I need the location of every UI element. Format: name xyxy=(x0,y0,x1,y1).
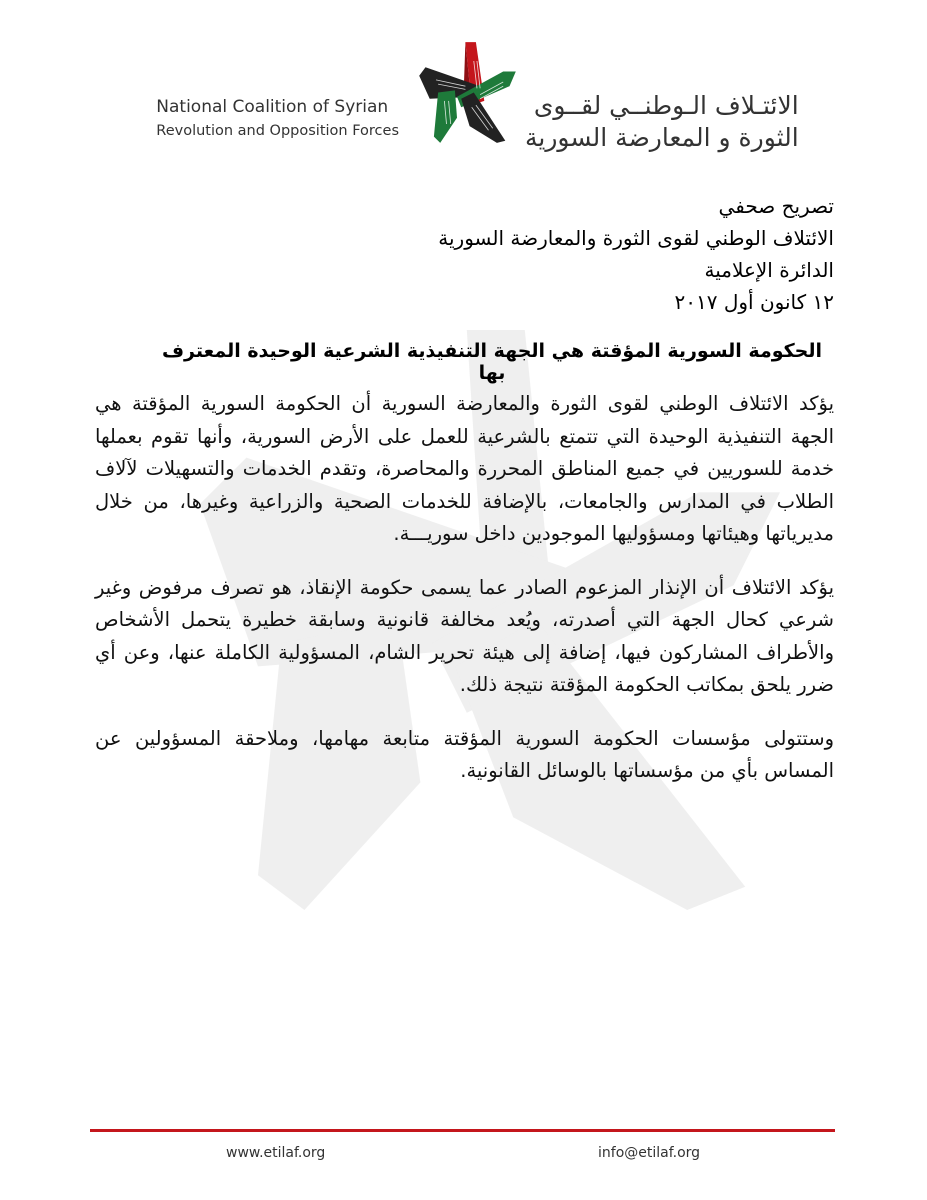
paragraph: يؤكد الائتلاف أن الإنذار المزعوم الصادر عما يسمى حكومة الإنقاذ، هو تصرف مرفوض وغير شرعي كحال الجهة التي أصدرته، ويُعد مخالفة قانونية وسابقة خطيرة يتحمل الأشخاص والأطراف المشاركون فيها، إضافة إلى هيئة تحرير الشام، المسؤولية الكاملة عنها، وعن أي ضرر يلحق بمكاتب الحكومة المؤقتة نتيجة ذلك. xyxy=(95,575,834,696)
department: الدائرة الإعلامية xyxy=(704,258,834,282)
org-name-en-line1: National Coalition of Syrian xyxy=(156,97,389,117)
issuer: الائتلاف الوطني لقوى الثورة والمعارضة السورية xyxy=(438,226,834,250)
org-name-ar-line2: الثورة و المعارضة السورية xyxy=(525,123,799,152)
org-name-ar-line1: الائتـلاف الـوطنــي لقــوى xyxy=(533,91,799,120)
letterhead xyxy=(0,40,927,160)
headline: الحكومة السورية المؤقتة هي الجهة التنفيذية الشرعية الوحيدة المعترف بها xyxy=(161,340,823,384)
star-logo-icon xyxy=(415,40,520,145)
paragraph: يؤكد الائتلاف الوطني لقوى الثورة والمعارضة السورية أن الحكومة السورية المؤقتة هي الجهة التنفيذية الوحيدة التي تتمتع بالشرعية للعمل على الأرض السورية، وأنها تقوم بعملها خدمة للسوريين في جميع المناطق المحررة والمحاصرة، وتقدم الخدمات والتسهيلات لآلاف الطلاب في المدارس والجامعات، بالإضافة للخدمات الصحية والزراعية وغيرها، من خلال مديرياتها وهيئاتها ومسؤوليها الموجودين داخل سوريـــة. xyxy=(95,392,834,545)
footer-email-link[interactable]: info@etilaf.org xyxy=(598,1145,701,1161)
org-name-english xyxy=(156,95,399,143)
document-type: تصريح صحفي xyxy=(718,194,834,218)
paragraph: وستتولى مؤسسات الحكومة السورية المؤقتة متابعة مهامها، وملاحقة المسؤولين عن المساس بأي من مؤسساتها بالوسائل القانونية. xyxy=(95,726,834,782)
org-name-en-line2: Revolution and Opposition Forces xyxy=(156,123,399,139)
press-release-meta xyxy=(95,190,834,318)
date: ١٢ كانون أول ٢٠١٧ xyxy=(674,290,834,314)
org-name-arabic xyxy=(525,90,799,154)
footer-website-link[interactable]: www.etilaf.org xyxy=(226,1145,326,1161)
body-text xyxy=(95,388,834,809)
footer-divider xyxy=(90,1129,835,1132)
